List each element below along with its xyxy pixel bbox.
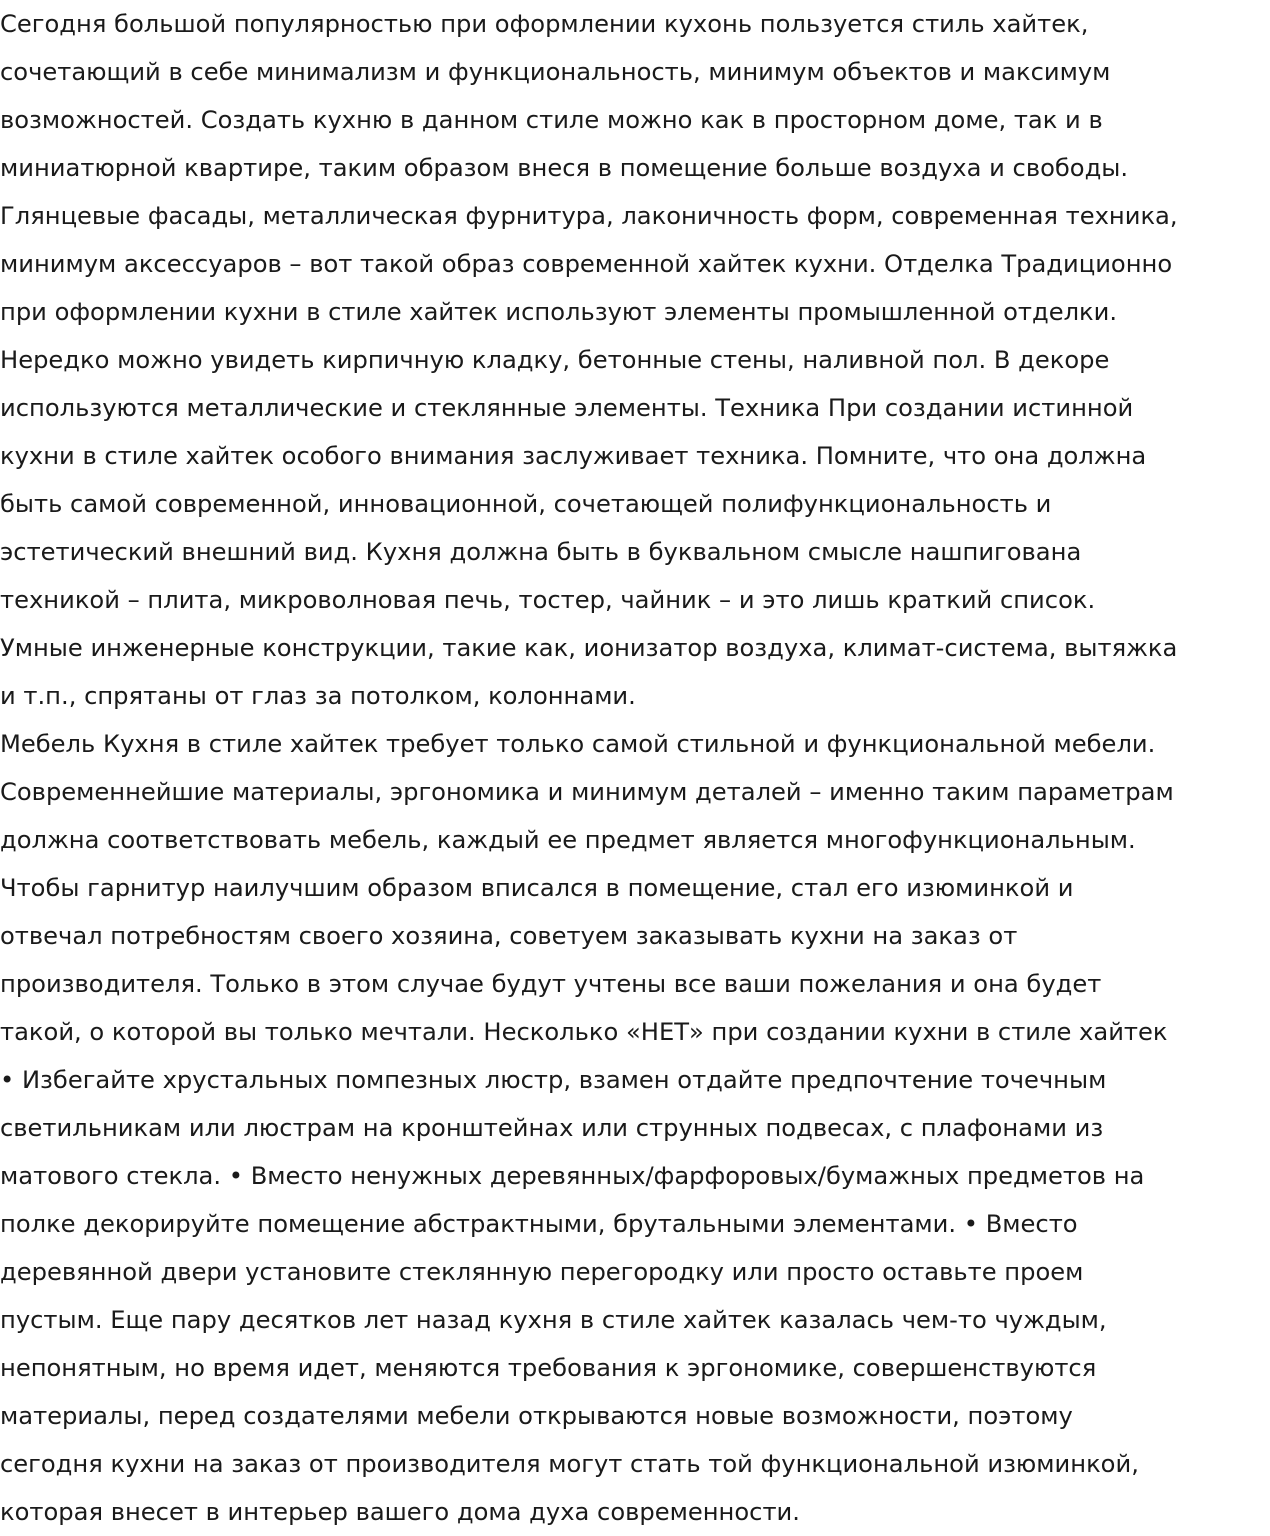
text-line: Глянцевые фасады, металлическая фурнитура, лаконичность форм, современная техника, bbox=[0, 202, 1178, 230]
text-line: сочетающий в себе минимализм и функциональность, минимум объектов и максимум bbox=[0, 58, 1111, 86]
text-line: Мебель Кухня в стиле хайтек требует только самой стильной и функциональной мебели. bbox=[0, 730, 1156, 758]
text-line: Современнейшие материалы, эргономика и минимум деталей – именно таким параметрам bbox=[0, 778, 1174, 806]
text-line: кухни в стиле хайтек особого внимания заслуживает техника. Помните, что она должна bbox=[0, 442, 1147, 470]
text-line: производителя. Только в этом случае будут учтены все ваши пожелания и она будет bbox=[0, 970, 1102, 998]
text-line: техникой – плита, микроволновая печь, тостер, чайник – и это лишь краткий список. bbox=[0, 586, 1096, 614]
text-line: должна соответствовать мебель, каждый ее предмет является многофункциональным. bbox=[0, 826, 1136, 854]
text-line: матового стекла. • Вместо ненужных деревянных/фарфоровых/бумажных предметов на bbox=[0, 1162, 1145, 1190]
text-line: материалы, перед создателями мебели открываются новые возможности, поэтому bbox=[0, 1402, 1073, 1430]
text-line: Чтобы гарнитур наилучшим образом вписался в помещение, стал его изюминкой и bbox=[0, 874, 1074, 902]
text-line: эстетический внешний вид. Кухня должна быть в буквальном смысле нашпигована bbox=[0, 538, 1082, 566]
text-line: которая внесет в интерьер вашего дома духа современности. bbox=[0, 1498, 800, 1526]
text-line: деревянной двери установите стеклянную перегородку или просто оставьте проем bbox=[0, 1258, 1084, 1286]
text-line: Сегодня большой популярностью при оформлении кухонь пользуется стиль хайтек, bbox=[0, 10, 1089, 38]
text-line: Умные инженерные конструкции, такие как, ионизатор воздуха, климат-система, вытяжка bbox=[0, 634, 1178, 662]
text-line: сегодня кухни на заказ от производителя могут стать той функциональной изюминкой, bbox=[0, 1450, 1139, 1478]
text-line: Нередко можно увидеть кирпичную кладку, бетонные стены, наливной пол. В декоре bbox=[0, 346, 1110, 374]
text-line: минимум аксессуаров – вот такой образ современной хайтек кухни. Отделка Традиционно bbox=[0, 250, 1173, 278]
text-line: при оформлении кухни в стиле хайтек используют элементы промышленной отделки. bbox=[0, 298, 1118, 326]
text-line: полке декорируйте помещение абстрактными, брутальными элементами. • Вместо bbox=[0, 1210, 1078, 1238]
text-line: используются металлические и стеклянные элементы. Техника При создании истинной bbox=[0, 394, 1134, 422]
text-line: быть самой современной, инновационной, сочетающей полифункциональность и bbox=[0, 490, 1052, 518]
text-line: непонятным, но время идет, меняются требования к эргономике, совершенствуются bbox=[0, 1354, 1097, 1382]
text-line: миниатюрной квартире, таким образом внеся в помещение больше воздуха и свободы. bbox=[0, 154, 1129, 182]
text-line: пустым. Еще пару десятков лет назад кухня в стиле хайтек казалась чем-то чуждым, bbox=[0, 1306, 1107, 1334]
text-line: отвечал потребностям своего хозяина, советуем заказывать кухни на заказ от bbox=[0, 922, 1018, 950]
text-line: и т.п., спрятаны от глаз за потолком, колоннами. bbox=[0, 682, 636, 710]
text-line: светильникам или люстрам на кронштейнах или струнных подвесах, с плафонами из bbox=[0, 1114, 1104, 1142]
text-line: такой, о которой вы только мечтали. Несколько «НЕТ» при создании кухни в стиле хайтек bbox=[0, 1018, 1168, 1046]
text-line: возможностей. Создать кухню в данном стиле можно как в просторном доме, так и в bbox=[0, 106, 1103, 134]
text-line: • Избегайте хрустальных помпезных люстр, взамен отдайте предпочтение точечным bbox=[0, 1066, 1107, 1094]
